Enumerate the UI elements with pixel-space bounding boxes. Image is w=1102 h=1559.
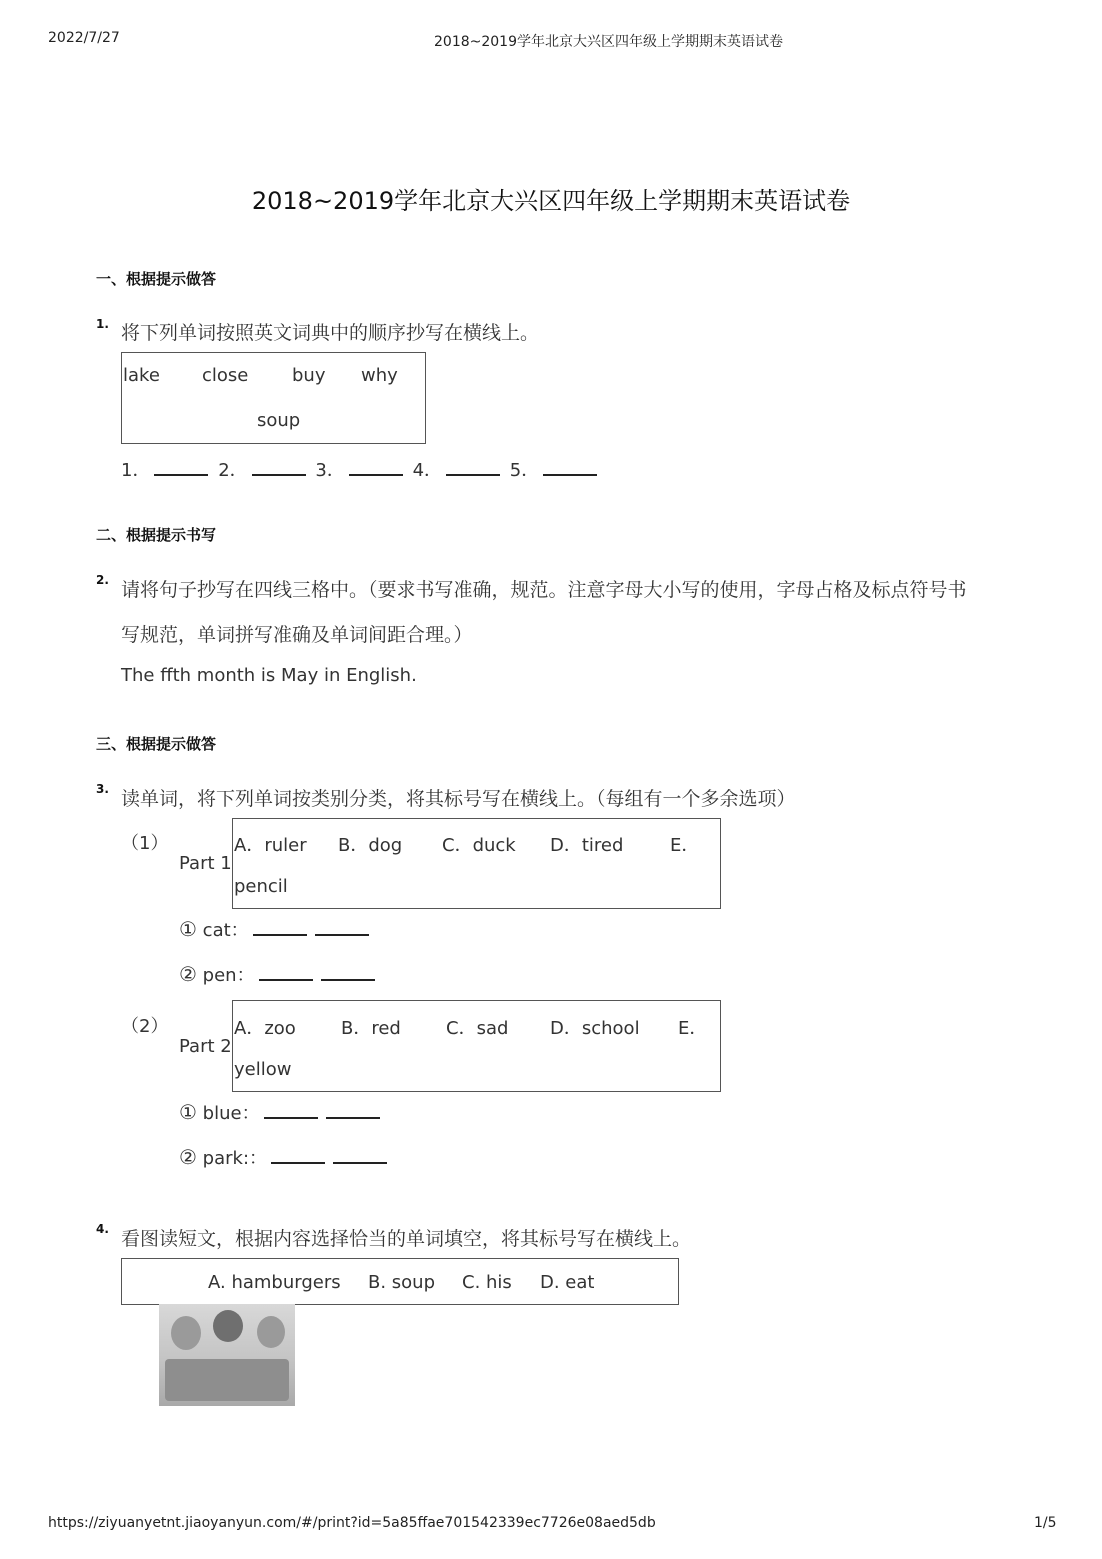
answer-blank[interactable] — [543, 456, 597, 476]
part-2-item-2 — [179, 1144, 391, 1170]
child-figure — [257, 1316, 285, 1348]
part-2-index: （2） — [121, 1016, 169, 1037]
option: E． — [678, 1018, 708, 1039]
answer-blank[interactable] — [333, 1144, 387, 1164]
q1-word: close — [202, 365, 249, 386]
option: B．dog — [338, 835, 403, 856]
question-3-number: 3. — [96, 782, 109, 796]
answer-blank[interactable] — [446, 456, 500, 476]
answer-blank[interactable] — [154, 456, 208, 476]
children-at-table-illustration — [159, 1304, 295, 1406]
answer-blank[interactable] — [271, 1144, 325, 1164]
blank-label: 2． — [218, 460, 248, 481]
option: A．ruler — [234, 835, 307, 856]
table-shape — [165, 1359, 289, 1401]
answer-blank[interactable] — [259, 961, 313, 981]
q1-word: buy — [292, 365, 326, 386]
question-3-text: 读单词，将下列单词按类别分类，将其标号写在横线上。（每组有一个多余选项） — [121, 788, 796, 810]
blank-label: 1． — [121, 460, 151, 481]
answer-blank[interactable] — [349, 456, 403, 476]
circle-two-marker: ② — [179, 1145, 197, 1169]
option: A．zoo — [234, 1018, 296, 1039]
option: A. hamburgers — [208, 1272, 341, 1293]
blank-label: 3． — [315, 460, 345, 481]
q1-word: lake — [123, 365, 160, 386]
option: D. eat — [540, 1272, 595, 1293]
print-date: 2022/7/27 — [48, 30, 120, 46]
q4-options-box — [121, 1258, 679, 1305]
option-overflow: yellow — [234, 1059, 292, 1080]
option: C. his — [462, 1272, 512, 1293]
print-doc-title: 2018~2019学年北京大兴区四年级上学期期末英语试卷 — [434, 34, 783, 50]
part-1-item-2 — [179, 961, 379, 987]
q1-word: why — [361, 365, 398, 386]
part-1-index: （1） — [121, 833, 169, 854]
answer-blank[interactable] — [315, 916, 369, 936]
page-number: 1/5 — [1034, 1515, 1057, 1531]
section-3-heading: 三、根据提示做答 — [96, 735, 217, 753]
question-2-sentence: The ffth month is May in English. — [121, 665, 417, 686]
q1-word-box — [121, 352, 426, 444]
option: B．red — [341, 1018, 401, 1039]
part-1-options-box — [232, 818, 721, 909]
item-label: cat： — [202, 920, 249, 941]
part-1-label: Part 1 — [179, 853, 232, 874]
question-1-text: 将下列单词按照英文词典中的顺序抄写在横线上。 — [121, 322, 540, 344]
circle-two-marker: ② — [179, 962, 197, 986]
blank-label: 4． — [412, 460, 443, 481]
child-figure — [213, 1310, 243, 1342]
option-overflow: pencil — [234, 876, 288, 897]
question-2-line-1: 请将句子抄写在四线三格中。（要求书写准确，规范。注意字母大小写的使用，字母占格及标点符号书 — [121, 579, 967, 601]
item-label: blue： — [202, 1103, 260, 1124]
part-2-label: Part 2 — [179, 1036, 232, 1057]
option: C．duck — [442, 835, 516, 856]
answer-blank[interactable] — [326, 1099, 380, 1119]
question-2-line-2: 写规范，单词拼写准确及单词间距合理。） — [121, 624, 473, 646]
option: E． — [670, 835, 700, 856]
circle-one-marker: ① — [179, 1100, 197, 1124]
page-title: 2018~2019学年北京大兴区四年级上学期期末英语试卷 — [251, 187, 851, 215]
answer-blank[interactable] — [264, 1099, 318, 1119]
option: D．school — [550, 1018, 640, 1039]
circle-one-marker: ① — [179, 917, 197, 941]
question-4-number: 4. — [96, 1222, 109, 1236]
option: D．tired — [550, 835, 624, 856]
question-4-text: 看图读短文，根据内容选择恰当的单词填空，将其标号写在横线上。 — [121, 1228, 692, 1250]
item-label: pen： — [202, 965, 255, 986]
footer-url: https://ziyuanyetnt.jiaoyanyun.com/#/print?id=5a85ffae701542339ec7726e08aed5db — [48, 1515, 656, 1531]
q1-answer-blanks — [121, 456, 601, 482]
part-1-item-1 — [179, 916, 373, 942]
section-1-heading: 一、根据提示做答 — [96, 270, 217, 288]
option: B. soup — [368, 1272, 436, 1293]
section-2-heading: 二、根据提示书写 — [96, 526, 217, 544]
answer-blank[interactable] — [253, 916, 307, 936]
blank-label: 5． — [509, 460, 540, 481]
answer-blank[interactable] — [321, 961, 375, 981]
question-1-number: 1. — [96, 317, 109, 331]
option: C．sad — [446, 1018, 509, 1039]
item-label: park:： — [202, 1148, 268, 1169]
question-2-number: 2. — [96, 573, 109, 587]
part-2-item-1 — [179, 1099, 384, 1125]
part-2-options-box — [232, 1000, 721, 1092]
answer-blank[interactable] — [252, 456, 306, 476]
child-figure — [171, 1316, 201, 1350]
q1-word: soup — [257, 410, 301, 431]
